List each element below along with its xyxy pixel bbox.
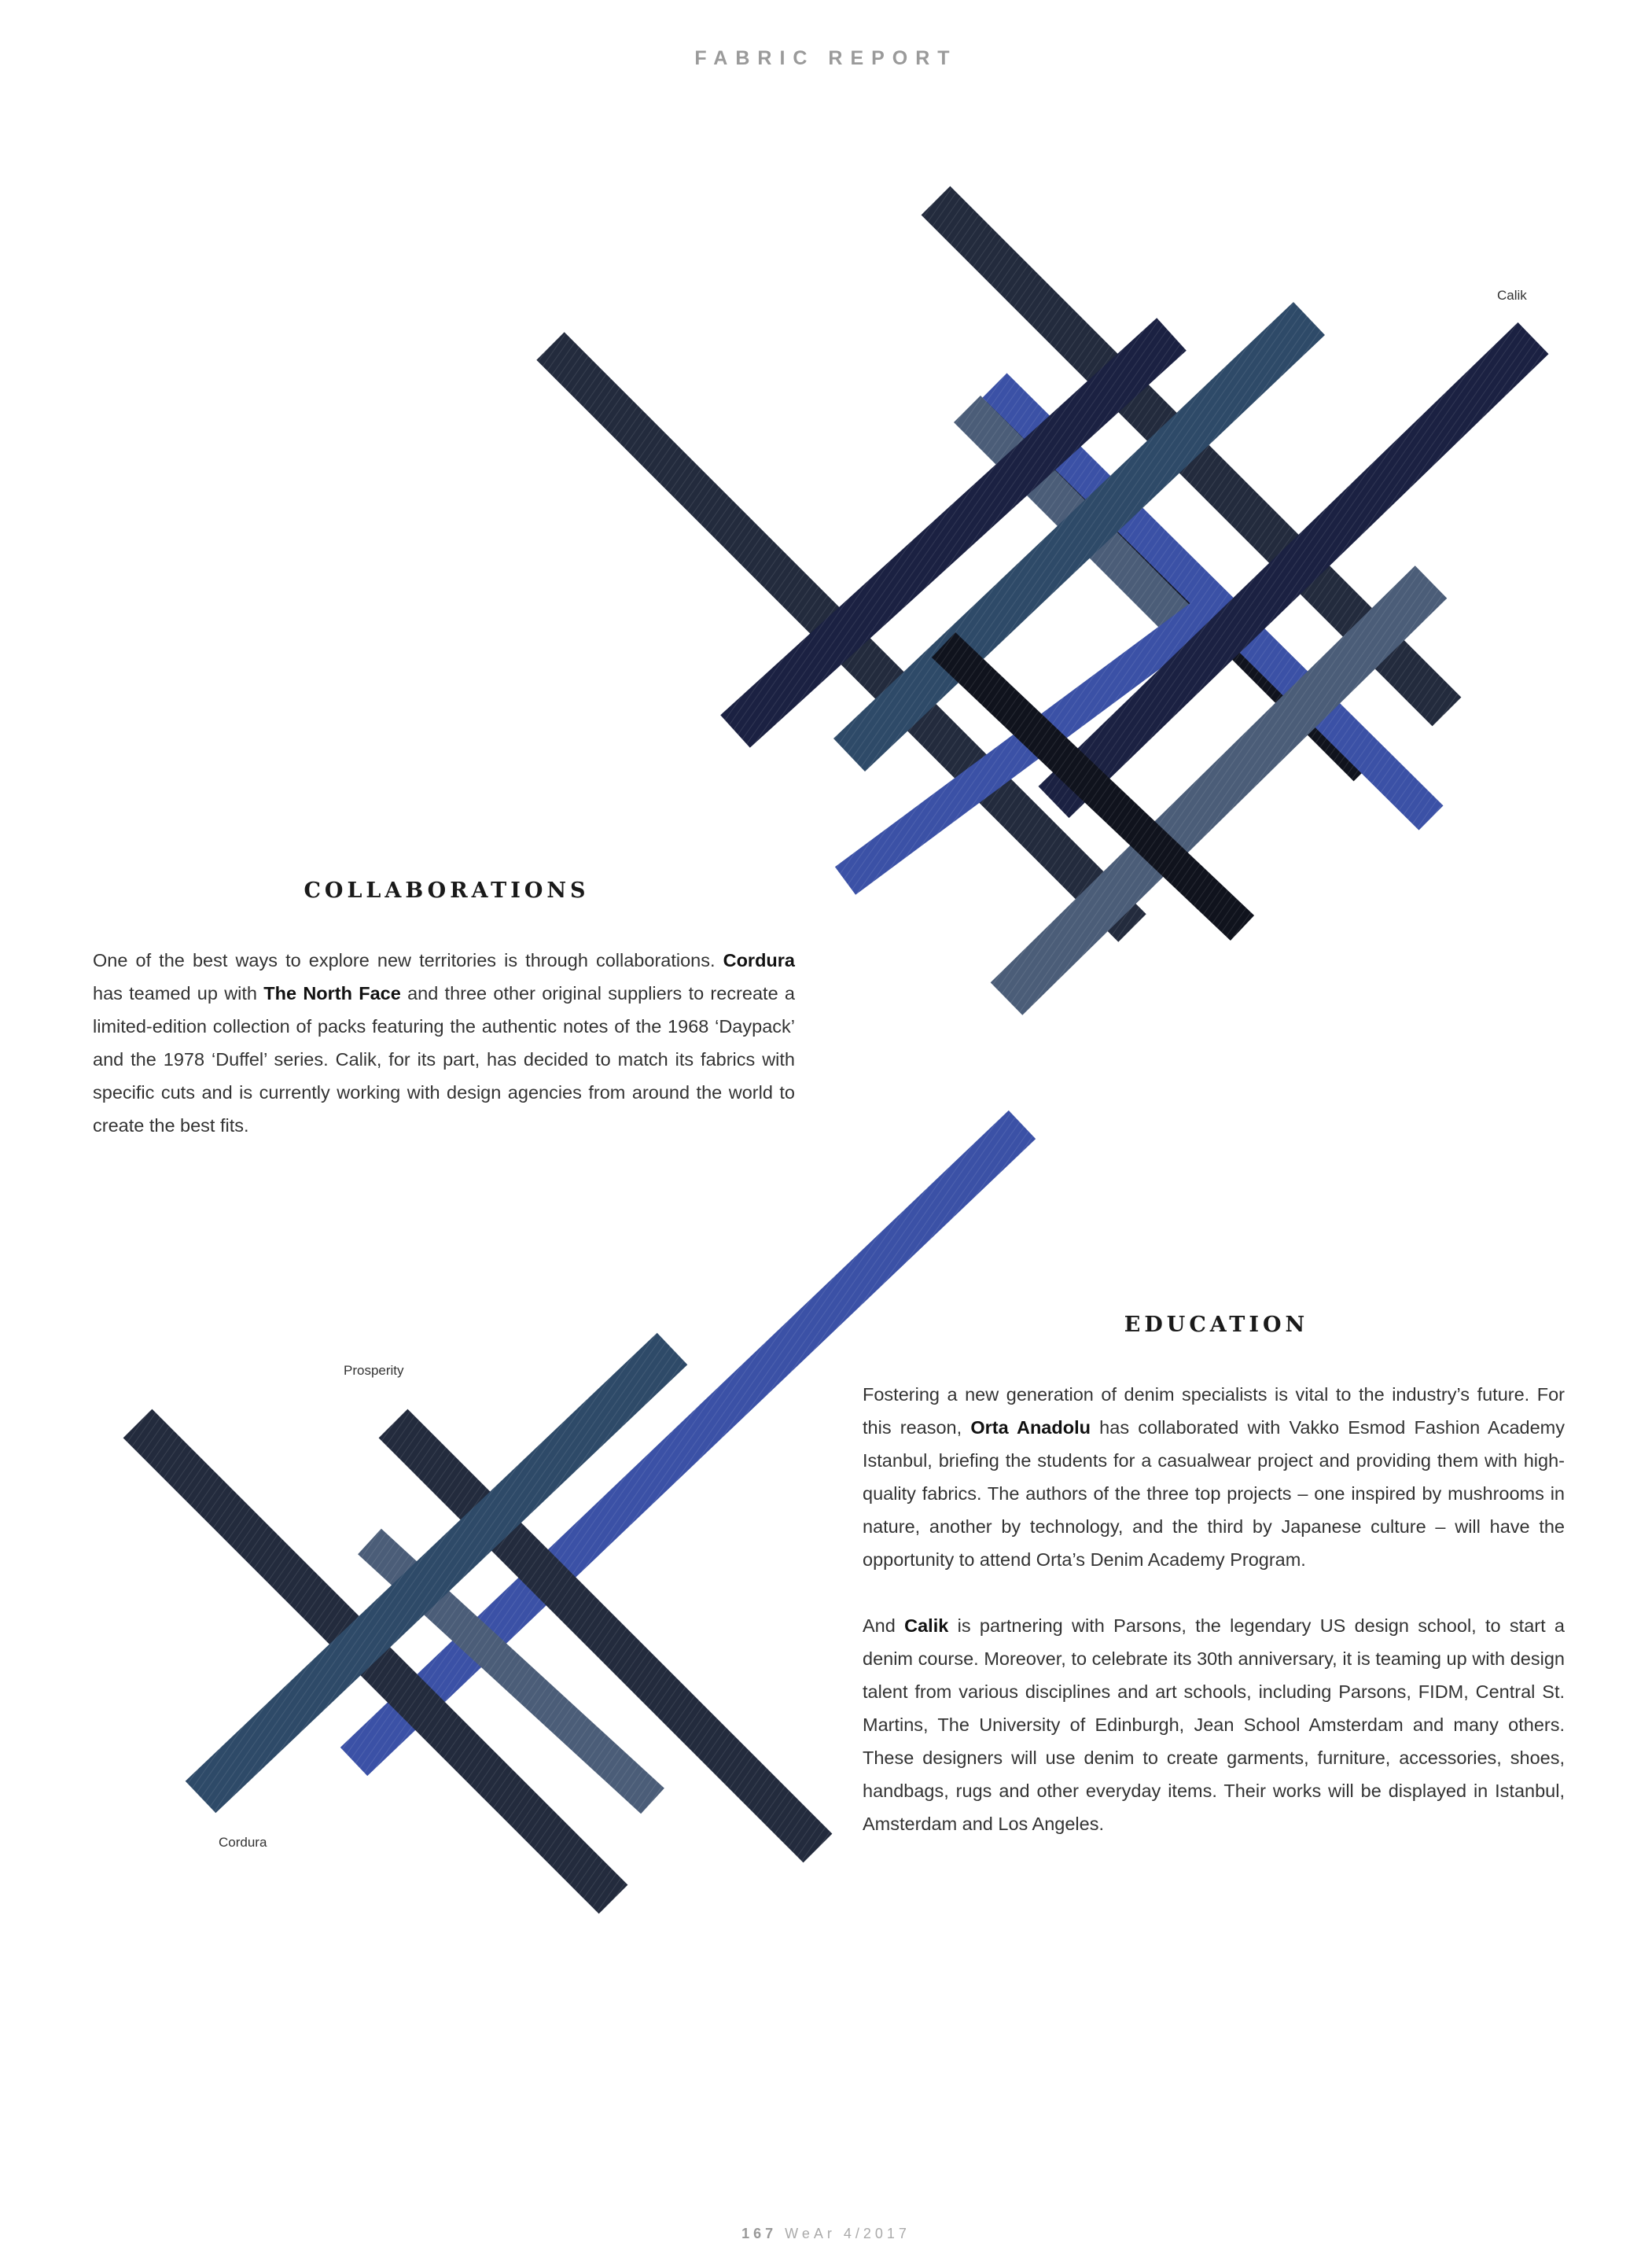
collaborations-paragraph: One of the best ways to explore new territories is through collaborations. Cordura has teamed up with The North Face and three other original suppliers to recreate a limited-edition collection of packs featuring the authentic notes of the 1968 ‘Daypack’ and the 1978 ‘Duffel’ series. Calik, for its part, has decided to match its fabrics with specific cuts and is currently working with design agencies from around the world to create the best fits. — [93, 950, 795, 1136]
education-paragraph-1: Fostering a new generation of denim specialists is vital to the industry’s future. For this reason, Orta Anadolu has collaborated with Vakko Esmod Fashion Academy Istanbul, briefing the students for a casualwear project and providing them with high-quality fabrics. The authors of the three top projects – one inspired by mushrooms in nature, another by technology, and the third by Japanese culture – will have the opportunity to attend Orta’s Denim Academy Program. — [863, 1384, 1566, 1570]
issue-label: WeAr 4/2017 — [785, 2226, 911, 2241]
brand-the-north-face: The North Face — [263, 983, 401, 1004]
page-footer — [0, 2226, 1652, 2242]
brand-orta-anadolu: Orta Anadolu — [970, 1417, 1091, 1438]
brand-calik: Calik — [904, 1615, 949, 1636]
section-header: FABRIC REPORT — [694, 47, 958, 69]
denim-strip — [379, 1409, 833, 1863]
education-heading: EDUCATION — [1124, 1313, 1309, 1337]
calik-label: Calik — [1497, 288, 1527, 303]
page-number: 167 — [741, 2226, 778, 2241]
brand-cordura: Cordura — [723, 950, 795, 970]
collaborations-heading: COLLABORATIONS — [304, 878, 590, 903]
education-paragraph-2: And Calik is partnering with Parsons, the legendary US design school, to start a denim course. Moreover, to celebrate its 30th anniversary, it is teaming up with design talent from various disciplines and art schools, including Parsons, FIDM, Central St. Martins, The University of Edinburgh, Jean School Amsterdam and many others. These designers will use denim to create garments, furniture, accessories, shoes, handbags, rugs and other everyday items. Their works will be displayed in Istanbul, Amsterdam and Los Angeles. — [863, 1615, 1566, 1834]
cordura-label: Cordura — [219, 1835, 267, 1850]
collaborations-body — [93, 944, 795, 1175]
prosperity-label: Prosperity — [344, 1363, 404, 1378]
education-body — [863, 1378, 1565, 1873]
